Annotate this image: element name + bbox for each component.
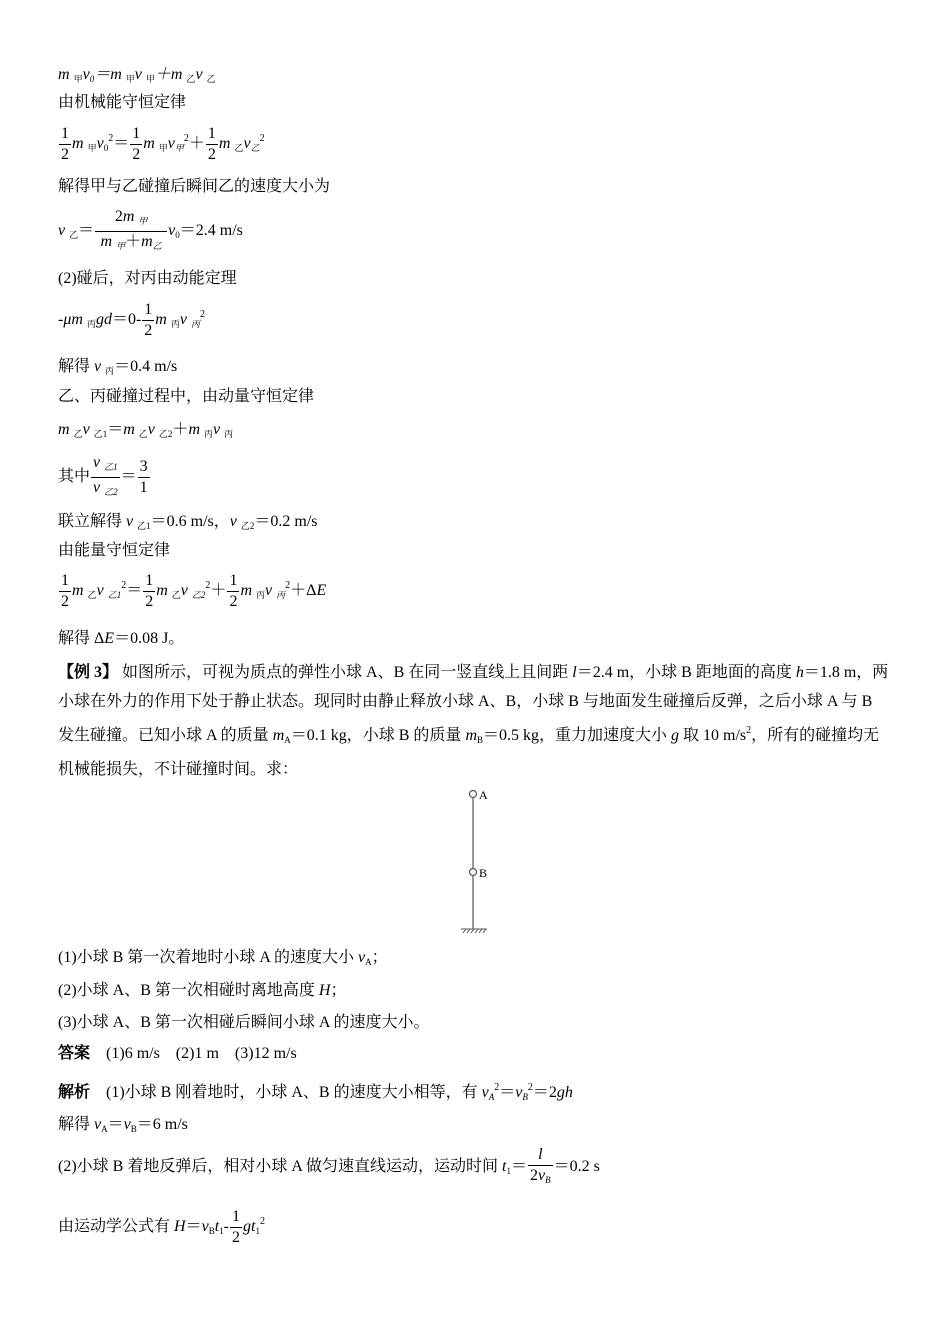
- ground-hatch: [461, 929, 487, 933]
- answer: 答案 (1)6 m/s (2)1 m (3)12 m/s: [58, 1045, 297, 1062]
- text-line: 联立解得 v 乙1＝0.6 m/s，v 乙2＝0.2 m/s: [58, 513, 318, 531]
- text-line: (2)碰后，对丙由动能定理: [58, 270, 237, 287]
- text-line: 由机械能守恒定律: [58, 94, 187, 111]
- text-line: 解得 v 丙＝0.4 m/s: [58, 358, 178, 376]
- analysis-step-1: 解析 (1)小球 B 刚着地时，小球 A、B 的速度大小相等，有 $vA^2=vB^2=2gh$: [58, 1082, 573, 1102]
- question-3: (3)小球 A、B 第一次相碰后瞬间小球 A 的速度大小。: [58, 1014, 430, 1031]
- ball-diagram: [455, 785, 505, 937]
- equation-momentum-2: m 乙v 乙1＝m 乙v 乙2＋m 丙v 丙: [58, 421, 234, 439]
- ball-a: [470, 791, 477, 798]
- equation-energy-2: $\frac{1}{2}$ m 乙v 乙$1^2=$ $\frac{1}{2}$ m 乙v 乙$2^2+$ $\frac{1}{2}$ m 丙v 丙$^2$＋ΔE: [61, 572, 327, 610]
- text-line: 解得甲与乙碰撞后瞬间乙的速度大小为: [58, 178, 331, 195]
- ball-b: [470, 869, 477, 876]
- equation-energy-1: $\frac{1}{2}$ m 甲$v0^2=$ $\frac{1}{2}$ m 甲v甲$^2$＋ $\frac{1}{2}$ m 乙v乙$^2$: [61, 125, 265, 163]
- example-3: 【例 3】 如图所示，可视为质点的弹性小球 A、B 在同一竖直线上且间距 l＝2.4 m，小球 B 距地面的高度 h＝1.8 m，两小球在外力的作用下处于静止状态。现同时由静止释放小球 A、B，小球 B 与地面发生碰撞后反弹，之后小球 A 与 B 发生碰撞。已知小球 A 的质量 mA＝0.1 kg，小球 B 的质量 mB＝0.5 kg，重力加速度大小 g 取 10 $m/s^2$，所有的碰撞均无机械能损失，不计碰撞时间。求：: [58, 664, 889, 778]
- analysis-step-2: 解得 vA＝vB＝6 m/s: [58, 1116, 188, 1134]
- example-tag: 【例 3】: [58, 664, 119, 681]
- label-a: A: [479, 788, 488, 802]
- equation-ratio: 其中 $\frac{\text{v 乙1}}{\text{v 乙2}}$ ＝ $\frac{3}{1}$: [58, 453, 151, 502]
- analysis-step-3: (2)小球 B 着地反弹后，相对小球 A 做匀速直线运动，运动时间 t1＝ $\frac{l}{2vB}$ ＝0.2 s: [58, 1145, 600, 1190]
- equation-kinetic-theorem: -μm 丙gd＝0- $\frac{1}{2}$ m 丙v 丙$^2$: [58, 301, 205, 339]
- label-b: B: [479, 866, 488, 880]
- question-2: (2)小球 A、B 第一次相碰时离地高度 H；: [58, 982, 347, 999]
- text-line: 乙、丙碰撞过程中，由动量守恒定律: [58, 388, 315, 405]
- equation-velocity-yi: v 乙＝ $\frac{\text{2m 甲}}{\text{m 甲＋m乙}}$ v0＝2.4 m/s: [58, 207, 243, 256]
- text-line: 解得 ΔE＝0.08 J。: [58, 630, 185, 647]
- equation-momentum: m 甲v0＝m 甲v 甲＋m 乙v 乙: [58, 66, 216, 84]
- analysis-step-4: 由运动学公式有 H＝vBt1- $\frac{1}{2}$ $gt1^2$: [58, 1208, 265, 1246]
- question-1: (1)小球 B 第一次着地时小球 A 的速度大小 vA；: [58, 949, 388, 967]
- text-line: 由能量守恒定律: [58, 542, 171, 559]
